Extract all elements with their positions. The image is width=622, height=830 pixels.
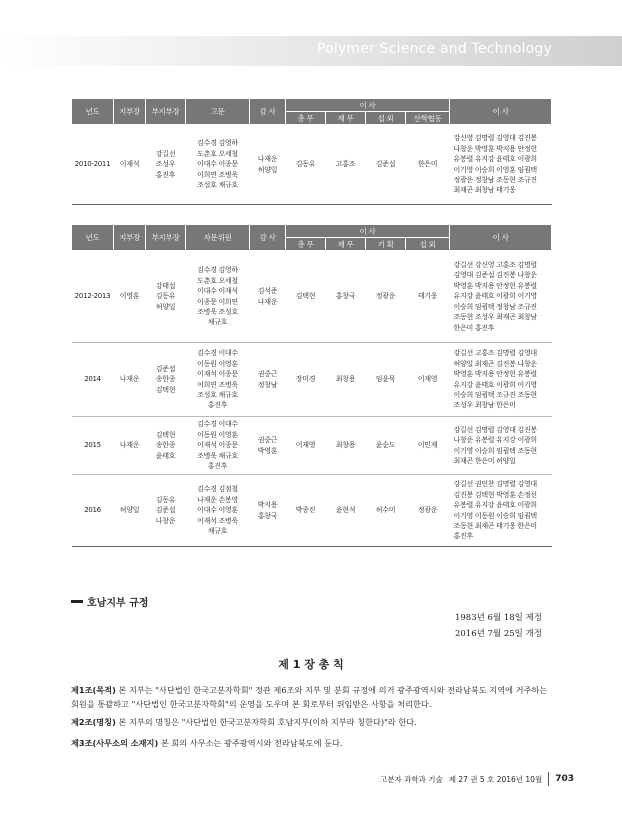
cell-year: 2014 bbox=[72, 343, 114, 417]
subcol-external: 섭 외 bbox=[366, 112, 406, 125]
cell-planning: 임윤묵 bbox=[366, 343, 406, 417]
cell-finance: 고홍조 bbox=[326, 125, 366, 205]
revised-date: 2016년 7월 25일 개정 bbox=[454, 629, 542, 639]
cell-adviser: 김수경 김점철 나재운 손봉영 이대수 이영훈 이재석 조병욱 채규호 bbox=[186, 475, 250, 547]
table-row bbox=[72, 417, 552, 475]
footer-issue: 제 27 권 5 호 2016년 10월 bbox=[448, 774, 543, 784]
col-chief: 지부장 bbox=[114, 225, 146, 251]
cell-external: 이민재 bbox=[406, 417, 450, 475]
cell-audit: 김석준 나재운 bbox=[250, 251, 286, 343]
cell-audit: 나재운 허양일 bbox=[250, 125, 286, 205]
cell-vice: 김준섭 송한종 김택현 bbox=[146, 343, 186, 417]
table-row bbox=[72, 125, 552, 205]
col-chief: 지부장 bbox=[114, 99, 146, 125]
cell-industry: 한은미 bbox=[406, 125, 450, 205]
section-heading bbox=[71, 594, 148, 609]
cell-vice: 김동유 김준섭 나창운 bbox=[146, 475, 186, 547]
section-title-text: 호남지부 규정 bbox=[87, 598, 149, 609]
officers-table-2012 bbox=[71, 224, 552, 547]
journal-header-title: Polymer Science and Technology bbox=[316, 41, 552, 57]
cell-year: 2016 bbox=[72, 475, 114, 547]
col-audit: 감 사 bbox=[250, 225, 286, 251]
cell-general: 김동유 bbox=[286, 125, 326, 205]
col-adviser: 자문위원 bbox=[186, 225, 250, 251]
cell-general: 이재영 bbox=[286, 417, 326, 475]
article-heading: 제3조(사무소의 소재지) bbox=[71, 738, 159, 748]
cell-adviser: 김수경 김영하 도춘호 오세철 이대수 이재석 이종문 이희연 조병욱 조성호 채규호 bbox=[186, 251, 250, 343]
cell-chief: 나재운 bbox=[114, 417, 146, 475]
cell-chief: 허양일 bbox=[114, 475, 146, 547]
cell-planning: 정광운 bbox=[366, 251, 406, 343]
chapter-title: 제 1 장 총 칙 bbox=[278, 658, 344, 671]
cell-general: 박종진 bbox=[286, 475, 326, 547]
footer-divider bbox=[548, 772, 549, 786]
cell-members: 강길선 권민찬 김명렬 김영대 김진봉 김택현 박영훈 손정선 유봉렬 유지강 윤태호 이광희 이기영 이동원 이승희 임굄택 조동현 최재곤 태기웅 한은미 홍진후 bbox=[450, 475, 552, 547]
article-heading: 제1조(목적) bbox=[71, 685, 116, 695]
col-year: 년도 bbox=[72, 225, 114, 251]
cell-audit: 권중근 정창남 bbox=[250, 343, 286, 417]
cell-members: 강길선 김명렬 김영대 김진봉 나창운 유봉렬 유지강 이광희 이기영 이승희 임굄택 조동현 최재곤 한은미 허양일 bbox=[450, 417, 552, 475]
officers-table-2010 bbox=[71, 98, 552, 205]
page-number: 703 bbox=[555, 774, 574, 784]
cell-external: 이재영 bbox=[406, 343, 450, 417]
table-row bbox=[72, 251, 552, 343]
cell-finance: 홍창국 bbox=[326, 251, 366, 343]
cell-finance: 최창용 bbox=[326, 417, 366, 475]
enacted-date: 1983년 6월 18일 제정 bbox=[454, 613, 542, 623]
cell-adviser: 김수경 이대수 이동원 이영훈 이재석 이종문 조병욱 채규호 홍진후 bbox=[186, 417, 250, 475]
col-directors: 이 사 bbox=[450, 225, 552, 251]
article-body: 본 지부의 명칭은 "사단법인 한국고분자학회 호남지부(이하 지부라 칭한다)"라 한다. bbox=[115, 717, 417, 727]
subcol-planning: 기 획 bbox=[366, 238, 406, 251]
cell-general: 장미경 bbox=[286, 343, 326, 417]
cell-external: 정광운 bbox=[406, 475, 450, 547]
cell-chief: 나재운 bbox=[114, 343, 146, 417]
cell-vice: 김택현 송한종 윤태호 bbox=[146, 417, 186, 475]
cell-external: 태기웅 bbox=[406, 251, 450, 343]
cell-finance: 윤현석 bbox=[326, 475, 366, 547]
col-year: 년도 bbox=[72, 99, 114, 125]
cell-planning: 윤순도 bbox=[366, 417, 406, 475]
cell-audit: 권중근 박영훈 bbox=[250, 417, 286, 475]
article-3 bbox=[71, 737, 551, 751]
cell-adviser: 김수경 김영하 도춘호 오세철 이대수 이종문 이희연 조병욱 조성호 채규호 bbox=[186, 125, 250, 205]
col-vice: 부지부장 bbox=[146, 225, 186, 251]
article-body: 본 지부는 "사단법인 한국고분자학회" 정관 제6조와 지부 및 분회 규정에 의거 광주광역시와 전라남북도 지역에 거주하는 회원을 통괄하고 "사단법인 한국고분자학회"의 운영을 도우며 본 회로부터 위임받은 사항을 처리한다. bbox=[71, 685, 548, 709]
cell-chief: 이재석 bbox=[114, 125, 146, 205]
article-body: 본 회의 사무소는 광주광역시와 전라남북도에 둔다. bbox=[158, 738, 343, 748]
cell-year: 2010-2011 bbox=[72, 125, 114, 205]
footer-journal: 고분자 과학과 기술 bbox=[379, 774, 443, 784]
subcol-finance: 재 무 bbox=[326, 238, 366, 251]
regulation-dates bbox=[455, 610, 542, 642]
col-directors-group: 이 사 bbox=[286, 99, 450, 112]
subcol-finance: 재 무 bbox=[326, 112, 366, 125]
cell-members: 강길선 강신영 고홍조 김명렬 김영대 김준섭 김진봉 나창운 박영훈 박지용 안정헌 유봉렬 유지강 윤태호 이광희 이기영 이승희 임굄택 정창남 조규진 조동현 조성우 최재곤 최창남 한은미 홍진후 bbox=[450, 251, 552, 343]
article-heading: 제2조(명칭) bbox=[71, 717, 116, 727]
cell-year: 2015 bbox=[72, 417, 114, 475]
table-row bbox=[72, 475, 552, 547]
cell-general: 김택현 bbox=[286, 251, 326, 343]
cell-adviser: 김수경 이대수 이동원 이영훈 이재석 이종문 이희연 조병욱 조성호 채규호 홍진후 bbox=[186, 343, 250, 417]
cell-members: 강길선 고홍조 김명렬 김영대 허양일 최재곤 김진봉 나창운 박영훈 박지용 안정헌 유봉렬 유지강 윤태호 이광희 이기영 이승희 임굄택 조규진 조동현 조성우 최창남 한은미 bbox=[450, 343, 552, 417]
cell-finance: 최창용 bbox=[326, 343, 366, 417]
article-1 bbox=[71, 684, 551, 711]
col-adviser: 고문 bbox=[186, 99, 250, 125]
cell-chief: 이영훈 bbox=[114, 251, 146, 343]
page-footer bbox=[380, 772, 574, 786]
cell-audit: 박지용 홍창국 bbox=[250, 475, 286, 547]
cell-vice: 강태섭 김동유 허양일 bbox=[146, 251, 186, 343]
cell-planning: 허수미 bbox=[366, 475, 406, 547]
table-row bbox=[72, 343, 552, 417]
cell-external: 김준섭 bbox=[366, 125, 406, 205]
article-2 bbox=[71, 716, 551, 730]
cell-year: 2012-2013 bbox=[72, 251, 114, 343]
subcol-general: 총 무 bbox=[286, 238, 326, 251]
col-directors: 이 사 bbox=[450, 99, 552, 125]
col-audit: 감 사 bbox=[250, 99, 286, 125]
section-bar-icon bbox=[71, 600, 83, 603]
cell-vice: 강길선 조성우 홍진후 bbox=[146, 125, 186, 205]
cell-members: 강신영 김명렬 김영대 김진봉 나창운 박영훈 박지용 안정헌 유봉렬 유지강 윤태호 이광희 이기영 이승희 이영훈 임굄택 정광운 정창남 조동현 조규진 최재곤 최창남 태기웅 bbox=[450, 125, 552, 205]
col-directors-group: 이 사 bbox=[286, 225, 450, 238]
subcol-external: 섭 외 bbox=[406, 238, 450, 251]
col-vice: 부지부장 bbox=[146, 99, 186, 125]
subcol-industry: 산학협동 bbox=[406, 112, 450, 125]
subcol-general: 총 무 bbox=[286, 112, 326, 125]
